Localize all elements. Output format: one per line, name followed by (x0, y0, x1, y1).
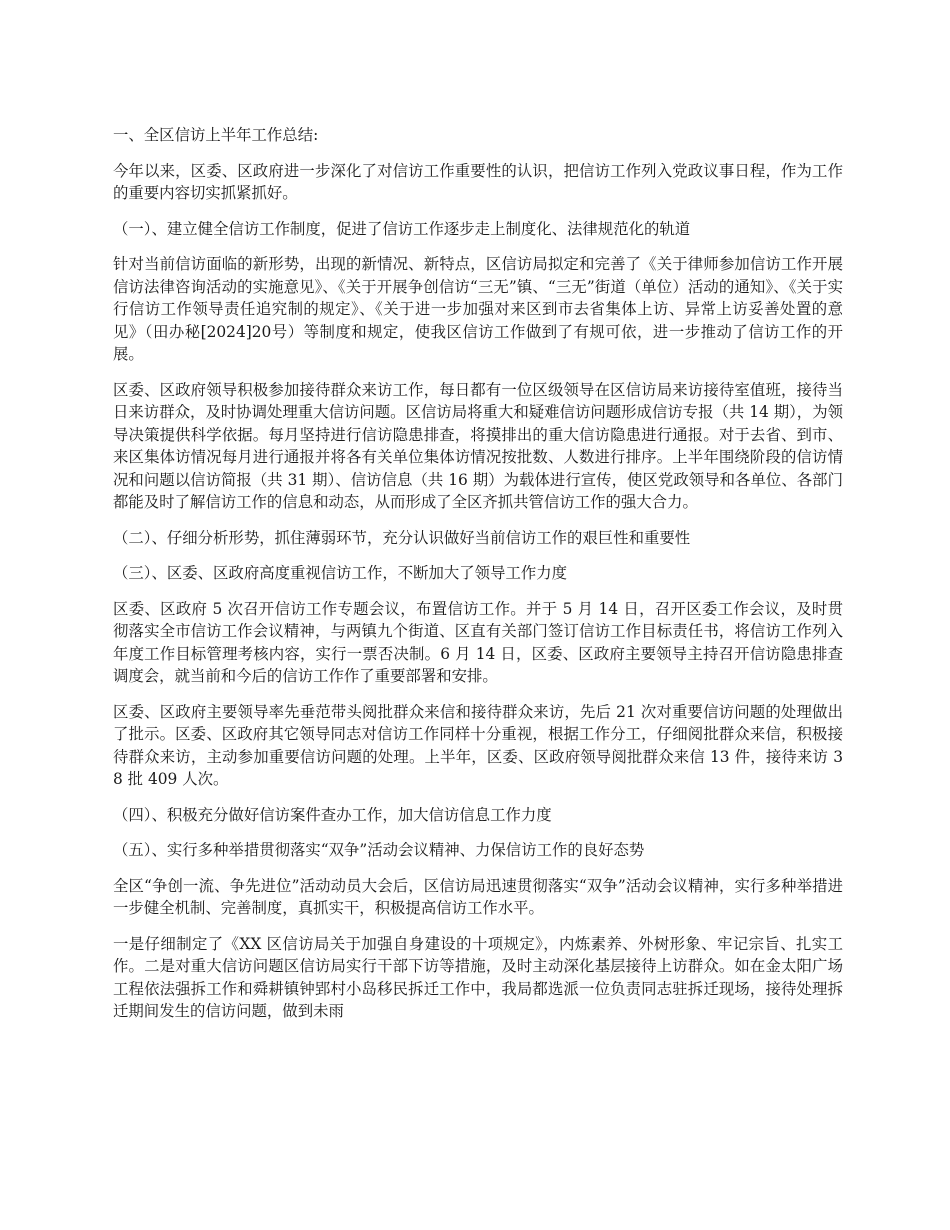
section-heading: 一、全区信访上半年工作总结: (113, 126, 319, 144)
document-body (113, 124, 843, 1036)
paragraph-3: 区委、区政府 5 次召开信访工作专题会议，布置信访工作。并于 5 月 14 日，召开区委工作会议，及时贯彻落实全市信访工作会议精神，与两镇九个街道、区直有关部门签订信访工作目标责任书，将信访工作列入年度工作目标管理考核内容，实行一票否决制。6 月 14 日，区委、区政府主要领导主持召开信访隐患排查调度会，就当前和今后的信访工作作了重要部署和安排。 (113, 599, 843, 685)
subheading-4: （四）、积极充分做好信访案件查办工作，加大信访信息工作力度 (113, 805, 552, 824)
paragraph-intro: 今年以来，区委、区政府进一步深化了对信访工作重要性的认识，把信访工作列入党政议事日程，作为工作的重要内容切实抓紧抓好。 (113, 161, 843, 202)
paragraph-1: 针对当前信访面临的新形势，出现的新情况、新特点，区信访局拟定和完善了《关于律师参加信访工作开展信访法律咨询活动的实施意见》、《关于开展争创信访“三无”镇、“三无”街道（单位）活动的通知》、《关于实行信访工作领导责任追究制的规定》、《关于进一步加强对来区到市去省集体上访、异常上访妥善处置的意见》（田办秘[2024]20号）等制度和规定，使我区信访工作做到了有规可依，进一步推动了信访工作的开展。 (113, 255, 843, 363)
subheading-2: （二）、仔细分析形势，抓住薄弱环节，充分认识做好当前信访工作的艰巨性和重要性 (113, 528, 691, 547)
paragraph-5: 全区“争创一流、争先进位”活动动员大会后，区信访局迅速贯彻落实“双争”活动会议精神，实行多种举措进一步健全机制、完善制度，真抓实干，积极提高信访工作水平。 (113, 876, 843, 917)
paragraph-2: 区委、区政府领导积极参加接待群众来访工作，每日都有一位区级领导在区信访局来访接待室值班，接待当日来访群众，及时协调处理重大信访问题。区信访局将重大和疑难信访问题形成信访专报（共 14 期），为领导决策提供科学依据。每月坚持进行信访隐患排查，将摸排出的重大信访隐患进行通报。对于去省、到市、来区集体访情况每月进行通报并将各有关单位集体访情况按批数、人数进行排序。上半年围绕阶段的信访情况和问题以信访简报（共 31 期）、信访信息（共 16 期）为载体进行宣传，使区党政领导和各单位、各部门都能及时了解信访工作的信息和动态，从而形成了全区齐抓共管信访工作的强大合力。 (113, 380, 843, 511)
subheading-3: （三）、区委、区政府高度重视信访工作，不断加大了领导工作力度 (113, 564, 568, 582)
paragraph-6: 一是仔细制定了《XX 区信访局关于加强自身建设的十项规定》，内炼素养、外树形象、牢记宗旨、扎实工作。二是对重大信访问题区信访局实行干部下访等措施，及时主动深化基层接待上访群众。如在金太阳广场工程依法强拆工作和舜耕镇钟郢村小岛移民拆迁工作中，我局都选派一位负责同志驻拆迁现场，接待处理拆迁期间发生的信访问题，做到未雨 (113, 934, 843, 1020)
paragraph-4: 区委、区政府主要领导率先垂范带头阅批群众来信和接待群众来访，先后 21 次对重要信访问题的处理做出了批示。区委、区政府其它领导同志对信访工作同样十分重视，根据工作分工，仔细阅批群众来信，积极接待群众来访，主动参加重要信访问题的处理。上半年，区委、区政府领导阅批群众来信 13 件，接待来访 38 批 409 人次。 (113, 702, 843, 788)
subheading-5: （五）、实行多种举措贯彻落实“双争”活动会议精神、力保信访工作的良好态势 (113, 841, 645, 859)
subheading-1: （一）、建立健全信访工作制度，促进了信访工作逐步走上制度化、法律规范化的轨道 (113, 219, 691, 238)
